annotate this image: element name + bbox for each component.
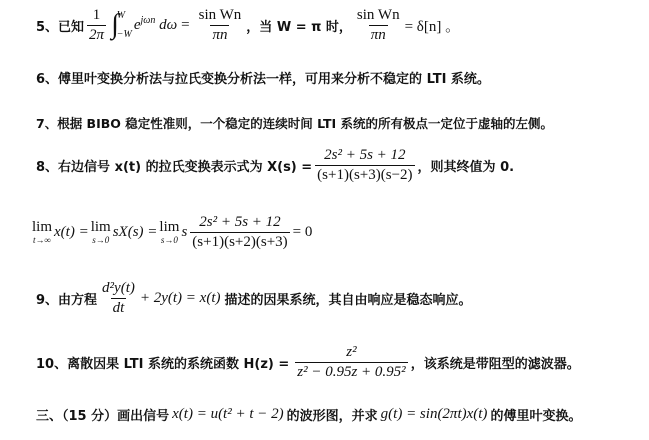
limit-equation: lim t→∞ x(t) = lim s→0 sX(s) = lim s→0 s $\frac{\text{2s² + 5s + 12}}{(s+1)(s+2)(s+3)}$ = 0 (32, 213, 313, 250)
lim-3: lim s→0 (159, 219, 180, 245)
question-10 (36, 340, 580, 384)
q5-integrand: $e^{j\omega n}$ dω (133, 14, 178, 33)
q5-tail: = δ[n] 。 (404, 18, 461, 35)
question-6 (36, 67, 490, 87)
q5-middle-text: ，当 W = π 时， (246, 19, 352, 35)
q10-fraction: $\frac{\text{z²}}{\text{z² − 0.95z + 0.95²}}$ (297, 343, 406, 380)
q9-fraction: $\frac{\text{d²y(t)}}{dt}$ (102, 279, 135, 316)
q5-fraction-2: $\frac{\text{sin Wn}}{\pi n}$ (198, 6, 242, 43)
integral-sign: ∫ (111, 9, 119, 40)
q9-prefix: 9、由方程 (36, 292, 98, 308)
q9-tail: 描述的因果系统，其自由响应是稳态响应。 (224, 292, 472, 308)
q7-text: 7、根据 BIBO 稳定性准则，一个稳定的连续时间 LTI 系统的所有极点一定位于虚轴的左侧。 (36, 116, 554, 131)
question-5: 5、已知 $\frac{1}{2\pi}$ ∫ W −W $e^{j\omega n}$ dω = $\frac{\text{sin Wn}}{\pi n}$ ，当 W = π 时， $\frac{\text{sin Wn}}{\pi n}$ = δ[n] 。 (36, 6, 461, 43)
q6-text: 6、傅里叶变换分析法与拉氏变换分析法一样，可用来分析不稳定的 LTI 系统。 (36, 71, 490, 87)
q3-middle: 的波形图，并求 (286, 408, 378, 424)
q5-fraction-1: $\frac{1}{2\pi}$ (89, 6, 105, 43)
question-7 (36, 113, 553, 133)
q3-prefix: 三、（15 分）画出信号 (36, 408, 170, 424)
question-3: 三、（15 分）画出信号 x(t) = u(t² + t − 2) 的波形图，并求 g(t) = sin(2πt)x(t) 的傅里叶变换。 (36, 405, 582, 424)
q8-tail: ，则其终值为 0. (417, 159, 515, 175)
q5-integral: ∫ W −W (111, 9, 132, 40)
lim-2: lim s→0 (90, 219, 111, 245)
lim-1: lim t→∞ (32, 219, 53, 245)
q8-fraction: $\frac{\text{2s² + 5s + 12}}{(s+1)(s+3)(s-2)}$ (317, 146, 413, 183)
q5-fraction-3: $\frac{\text{sin Wn}}{\pi n}$ (356, 6, 400, 43)
question-9: 9、由方程 $\frac{\text{d²y(t)}}{dt}$ + 2y(t) = x(t) 描述的因果系统，其自由响应是稳态响应。 (36, 279, 472, 316)
limit-fraction: $\frac{\text{2s² + 5s + 12}}{(s+1)(s+2)(s+3)}$ (192, 213, 288, 250)
question-8 (36, 143, 514, 187)
q10-tail: ，该系统是带阻型的滤波器。 (410, 356, 580, 372)
q5-prefix: 5、已知 (36, 19, 85, 35)
q3-tail: 的傅里叶变换。 (490, 408, 582, 424)
q8-prefix: 8、右边信号 x(t) 的拉氏变换表示式为 X(s) = (36, 159, 313, 175)
q10-prefix: 10、离散因果 LTI 系统的系统函数 H(z) = (36, 356, 290, 372)
